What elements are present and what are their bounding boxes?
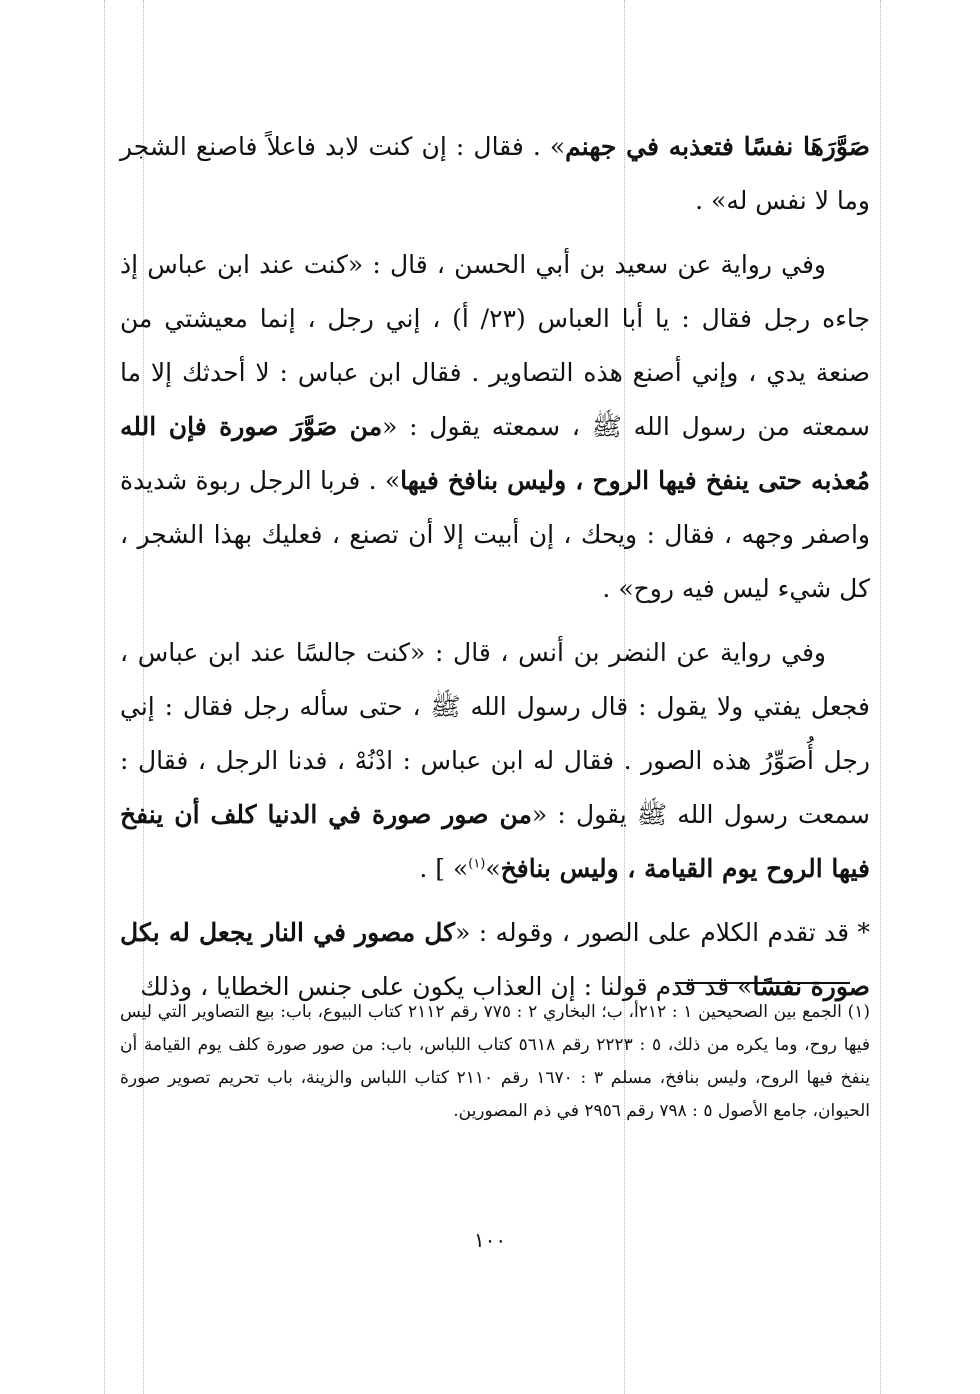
- footnote-marker: (١): [847, 1002, 871, 1022]
- body-text: وفي رواية عن سعيد بن أبي الحسن ، قال : «كنت عند ابن عباس إذ جاءه رجل فقال : يا أبا العباس (٢٣/ أ) ، إني رجل ، إنما معيشتي من صنعة يدي ، وإني أصنع هذه التصاوير . فقال ابن عباس : لا أحدثك إلا ما سمعته من رسول الله ﷺ ، سمعته يقول : «: [120, 250, 870, 441]
- hadith-text: كل مصور في النار يجعل له بكل صورة نفسًا: [120, 918, 870, 1001]
- star-marker: *: [849, 918, 870, 947]
- hadith-text: من صور صورة في الدنيا كلف أن ينفخ فيها الروح يوم القيامة ، وليس بنافخ: [120, 800, 870, 883]
- paragraph-3: [120, 626, 870, 896]
- hadith-text: من صَوَّرَ صورة فإن الله مُعذبه حتى ينفخ فيها الروح ، وليس بنافخ فيها: [120, 412, 870, 495]
- hadith-text: صَوَّرَهَا نفسًا فتعذبه في جهنم: [565, 132, 871, 161]
- body-text: وفي رواية عن النضر بن أنس ، قال : «كنت جالسًا عند ابن عباس ، فجعل يفتي ولا يقول : قال رسول الله ﷺ ، حتى سأله رجل فقال : إني رجل أُصَوِّرُ هذه الصور . فقال له ابن عباس : ادْنُهْ ، فدنا الرجل ، فقال : سمعت رسول الله ﷺ يقول : «: [120, 638, 871, 829]
- footnote-reference: (١): [468, 856, 486, 872]
- footnote-text: الجمع بين الصحيحين ١ : ٢١٢أ، ب؛ البخاري ٢ : ٧٧٥ رقم ٢١١٢ كتاب البيوع، باب: بيع التصاوير التي ليس فيها روح، وما يكره من ذلك، ٥ : ٢٢٢٣ رقم ٥٦١٨ كتاب اللباس، باب: من صور صورة كلف يوم القيامة أن ينفخ فيها الروح، وليس بنافخ، مسلم ٣ : ١٦٧٠ رقم ٢١١٠ كتاب اللباس والزينة، باب تحريم تصوير صورة الحيوان، جامع الأصول ٥ : ٧٩٨ رقم ٢٩٥٦ في ذم المصورين.: [120, 1002, 870, 1121]
- body-text: » قد قدم قولنا : إن العذاب يكون على جنس الخطايا ، وذلك: [140, 972, 753, 1001]
- footnotes: [120, 996, 870, 1128]
- body-text: قد تقدم الكلام على الصور ، وقوله : «: [455, 918, 850, 947]
- footnote-1: [120, 996, 870, 1128]
- footnote-separator: [675, 982, 850, 984]
- main-text: [120, 120, 870, 1024]
- page-number: ١٠٠: [473, 1228, 507, 1252]
- paragraph-1: [120, 120, 870, 228]
- scan-artifact-line: [104, 0, 105, 1394]
- body-text: » ] .: [419, 854, 469, 883]
- body-text: »: [485, 854, 501, 883]
- body-text: » . فربا الرجل ربوة شديدة واصفر وجهه ، فقال : ويحك ، إن أبيت إلا أن تصنع ، فعليك بهذا الشجر ، كل شيء ليس فيه روح» .: [120, 466, 870, 603]
- scan-artifact-line: [880, 0, 881, 1394]
- paragraph-2: [120, 238, 870, 616]
- body-text: » . فقال : إن كنت لابد فاعلاً فاصنع الشجر وما لا نفس له» .: [120, 132, 870, 215]
